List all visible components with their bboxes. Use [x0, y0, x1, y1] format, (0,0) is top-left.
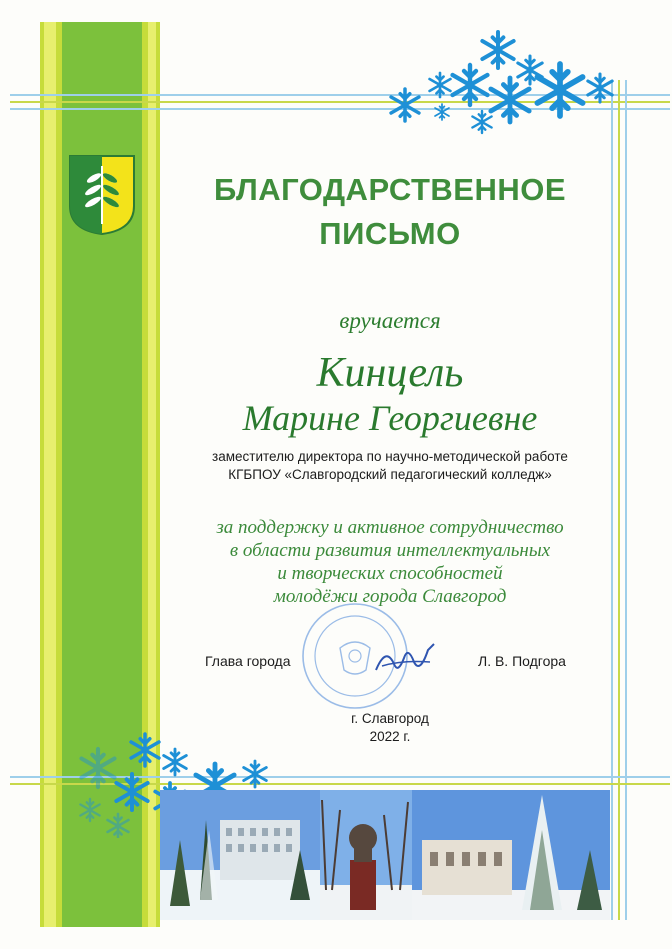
right-line-2: [618, 80, 620, 920]
photo-administration-building: [160, 790, 320, 920]
title-line-1: БЛАГОДАРСТВЕННОЕ: [213, 172, 567, 207]
title-line-2: ПИСЬМО: [319, 216, 461, 251]
right-line-3: [625, 80, 627, 920]
reason-line-3: и творческих способностей: [277, 563, 503, 584]
green-band-light-left: [44, 22, 56, 927]
presented-text: вручается: [339, 308, 441, 333]
position-line-1: заместителю директора по научно-методической работе: [212, 449, 568, 464]
photo-monument: [320, 790, 412, 920]
coat-of-arms-icon: [66, 152, 138, 236]
reason-line-1: за поддержку и активное сотрудничество: [216, 517, 564, 538]
reason-line-2: в области развития интеллектуальных: [229, 540, 551, 561]
right-line-1: [611, 80, 613, 920]
reason-line-4: молодёжи города Славгород: [273, 586, 507, 607]
snowflakes-top-group: [380, 30, 620, 140]
signer-role: Глава города: [205, 653, 291, 669]
position-line-2: КГБПОУ «Славгородский педагогический колледж»: [228, 467, 552, 482]
year-label: 2022 г.: [369, 729, 411, 744]
city-label: г. Славгород: [351, 711, 429, 726]
photo-winter-street: [412, 790, 610, 920]
signature: [372, 640, 442, 680]
recipient-name: Марине Георгиевне: [242, 398, 538, 438]
signer-name: Л. В. Подгора: [478, 653, 566, 669]
recipient-surname: Кинцель: [316, 350, 464, 396]
